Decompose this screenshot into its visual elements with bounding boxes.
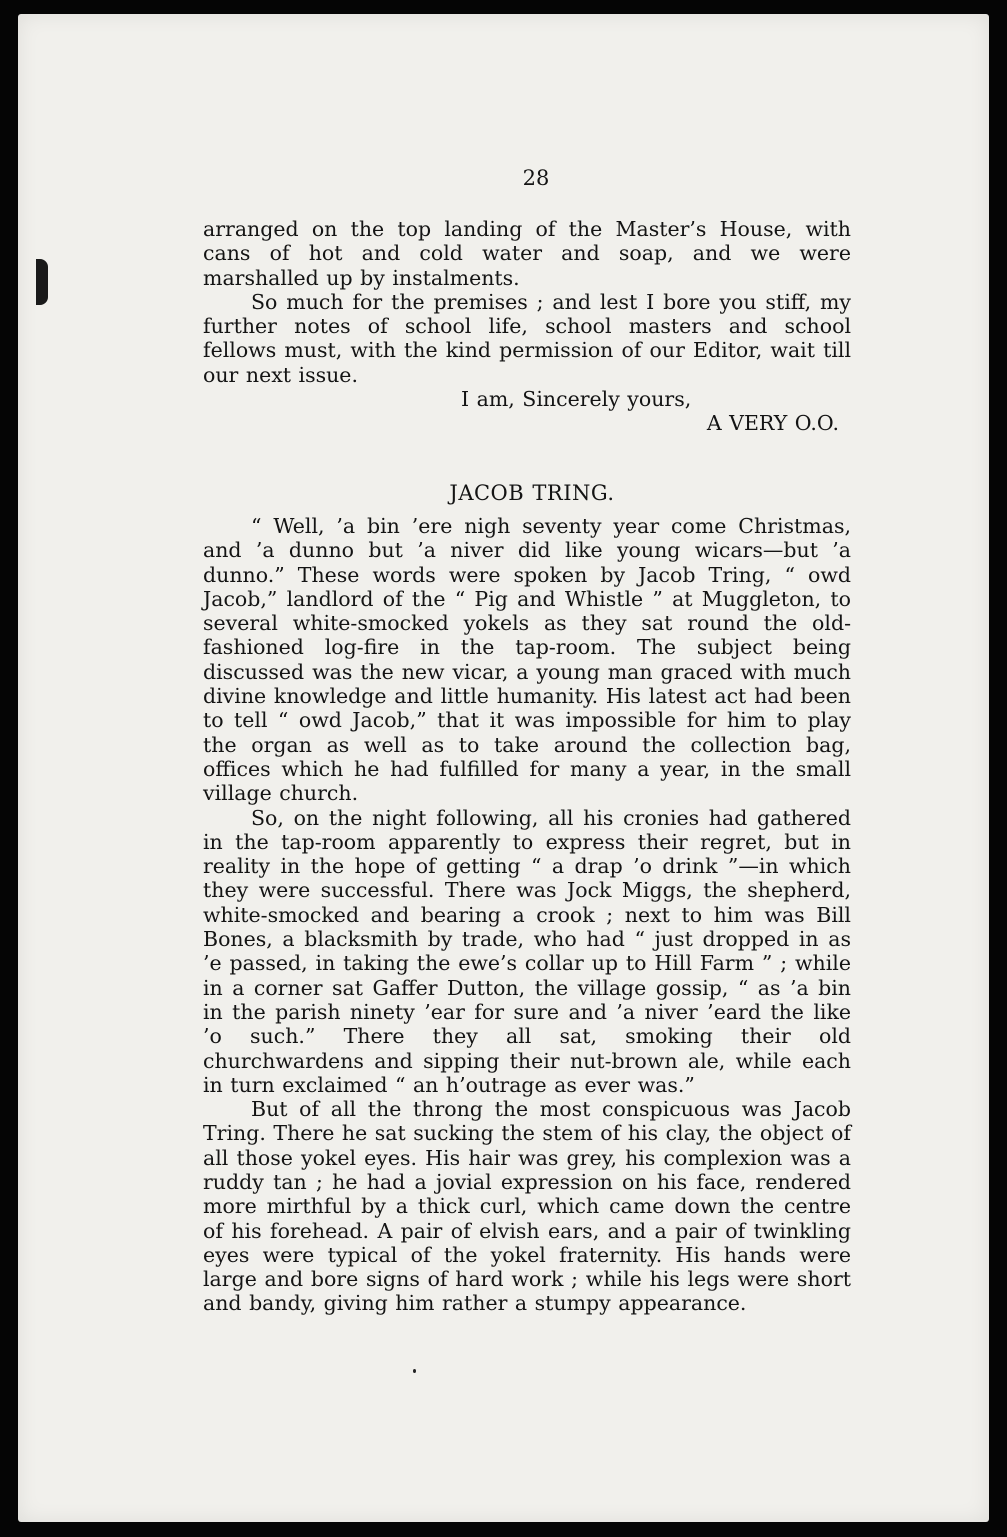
page-text bbox=[203, 164, 851, 1316]
letter-signature: A VERY O.O. bbox=[706, 411, 839, 436]
paragraph: So much for the premises ; and lest I bore you stiff, my further notes of school life, school masters and school fellows must, with the kind permission of our Editor, wait till our next issue. bbox=[203, 289, 851, 387]
page-sheet bbox=[18, 14, 989, 1522]
binding-hole bbox=[36, 259, 48, 305]
page-number: 28 bbox=[522, 166, 550, 190]
letter-closing: I am, Sincerely yours, bbox=[461, 387, 692, 412]
paragraph: But of all the throng the most conspicuous was Jacob Tring. There he sat sucking the stem of his clay, the object of all those yokel eyes. His hair was grey, his complexion was a ruddy tan ; he had a jovial expression on his face, rendered more mirthful by a thick curl, which came down the centre of his forehead. A pair of elvish ears, and a pair of twinkling eyes were typical of the yokel fraternity. His hands were large and bore signs of hard work ; while his legs were short and bandy, giving him rather a stumpy appearance. bbox=[203, 1097, 851, 1316]
paragraph: “ Well, ’a bin ’ere nigh seventy year come Christmas, and ’a dunno but ’a niver did like young wicars—but ’a dunno.” These words were spoken by Jacob Tring, “ owd Jacob,” landlord of the “ Pig and Whistle ” at Muggleton, to several white-smocked yokels as they sat round the old-fashioned log-fire in the tap-room. The subject being discussed was the new vicar, a young man graced with much divine knowledge and little humanity. His latest act had been to tell “ owd Jacob,” that it was impossible for him to play the organ as well as to take around the collection bag, offices which he had fulfilled for many a year, in the small village church. bbox=[203, 513, 851, 806]
paragraph: So, on the night following, all his cronies had gathered in the tap-room apparently to express their regret, but in reality in the hope of getting “ a drap ’o drink ”—in which they were successful. There was Jock Miggs, the shepherd, white-smocked and bearing a crook ; next to him was Bill Bones, a blacksmith by trade, who had “ just dropped in as ’e passed, in taking the ewe’s collar up to Hill Farm ” ; while in a corner sat Gaffer Dutton, the village gossip, “ as ’a bin in the parish ninety ’ear for sure and ’a niver ’eard the like ’o such.” There they all sat, smoking their old churchwardens and sipping their nut-brown ale, while each in turn exclaimed “ an h’outrage as ever was.” bbox=[203, 805, 851, 1097]
story-heading: JACOB TRING. bbox=[449, 480, 615, 505]
ink-speck bbox=[413, 1369, 416, 1373]
paragraph-continued: arranged on the top landing of the Master’s House, with cans of hot and cold water and soap, and we were marshalled up by instalments. bbox=[203, 217, 851, 290]
